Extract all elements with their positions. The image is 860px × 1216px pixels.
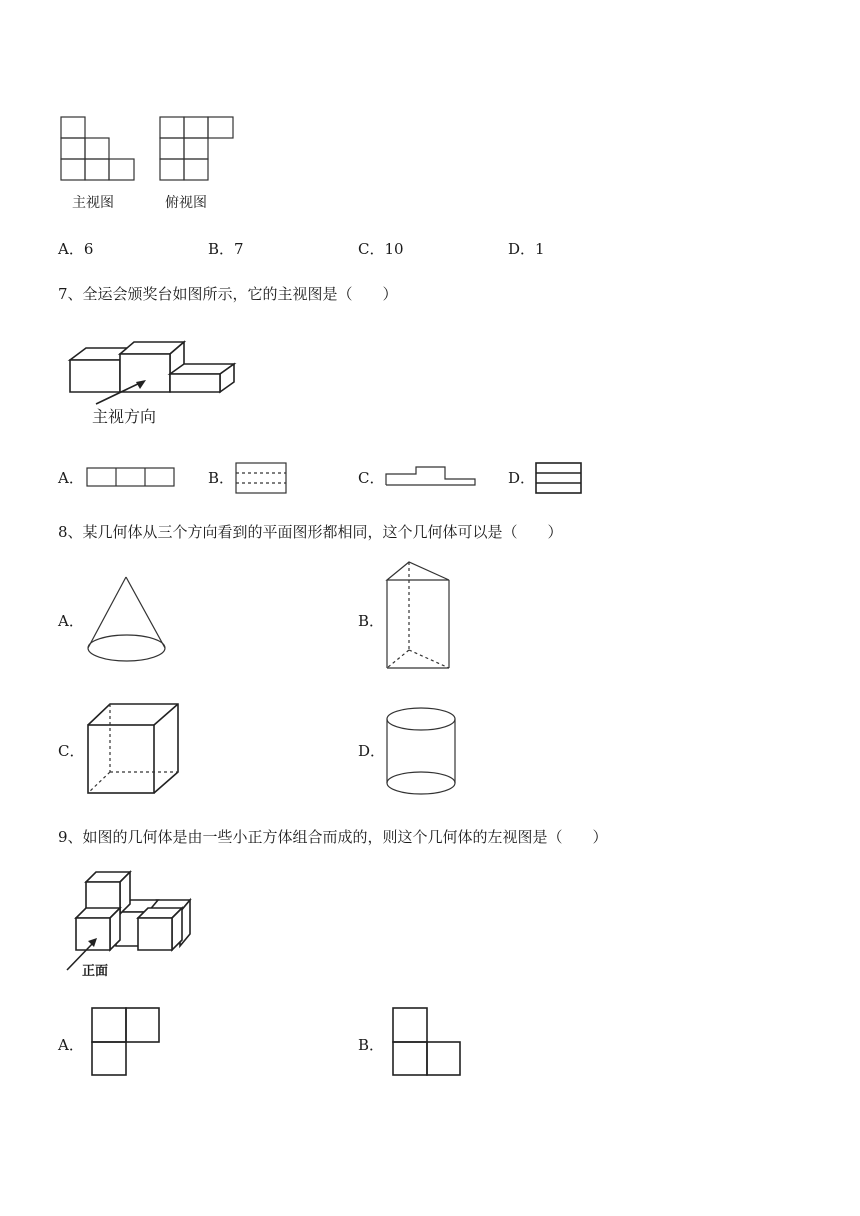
q7-option-c-label[interactable]: C． [358,469,385,487]
q9-stem: 9、如图的几何体是由一些小正方体组合而成的，则这个几何体的左视图是（ ） [58,828,608,846]
q9-option-a-figure[interactable] [91,1007,163,1079]
cube-icon[interactable] [86,702,182,798]
front-label: 正面 [82,964,109,979]
front-view-figure [60,116,140,186]
q7-option-b-figure[interactable] [235,462,290,496]
q9-option-b-figure[interactable] [392,1007,464,1079]
q7-stem: 7、全运会颁奖台如图所示，它的主视图是（ ） [58,285,398,303]
view-direction-label: 主视方向 [92,407,157,426]
q6-option-c[interactable]: C．10 [358,240,404,258]
q7-option-b-label[interactable]: B． [208,469,235,487]
q7-option-d-label[interactable]: D． [508,469,536,487]
q9-option-b-label[interactable]: B． [358,1036,385,1054]
triangular-prism-icon[interactable] [385,560,455,674]
q7-option-d-figure[interactable] [535,462,585,496]
q6-option-d[interactable]: D．1 [508,240,545,258]
top-view-figure [159,116,239,186]
q8-option-c-label[interactable]: C． [58,742,85,760]
q8-stem: 8、某几何体从三个方向看到的平面图形都相同，这个几何体可以是（ ） [58,523,563,541]
cylinder-icon[interactable] [385,705,460,797]
q6-option-b[interactable]: B．7 [208,240,244,258]
front-view-label: 主视图 [72,195,114,211]
q8-option-d-label[interactable]: D． [358,742,386,760]
q9-option-a-label[interactable]: A． [58,1036,84,1054]
q7-option-a-figure[interactable] [86,467,176,489]
cone-icon[interactable] [86,575,168,665]
top-view-label: 俯视图 [165,195,207,211]
q7-option-a-label[interactable]: A． [58,469,84,487]
q7-option-c-figure[interactable] [385,465,480,489]
q8-option-a-label[interactable]: A． [58,612,84,630]
q8-option-b-label[interactable]: B． [358,612,385,630]
q6-option-a[interactable]: A．6 [58,240,94,258]
